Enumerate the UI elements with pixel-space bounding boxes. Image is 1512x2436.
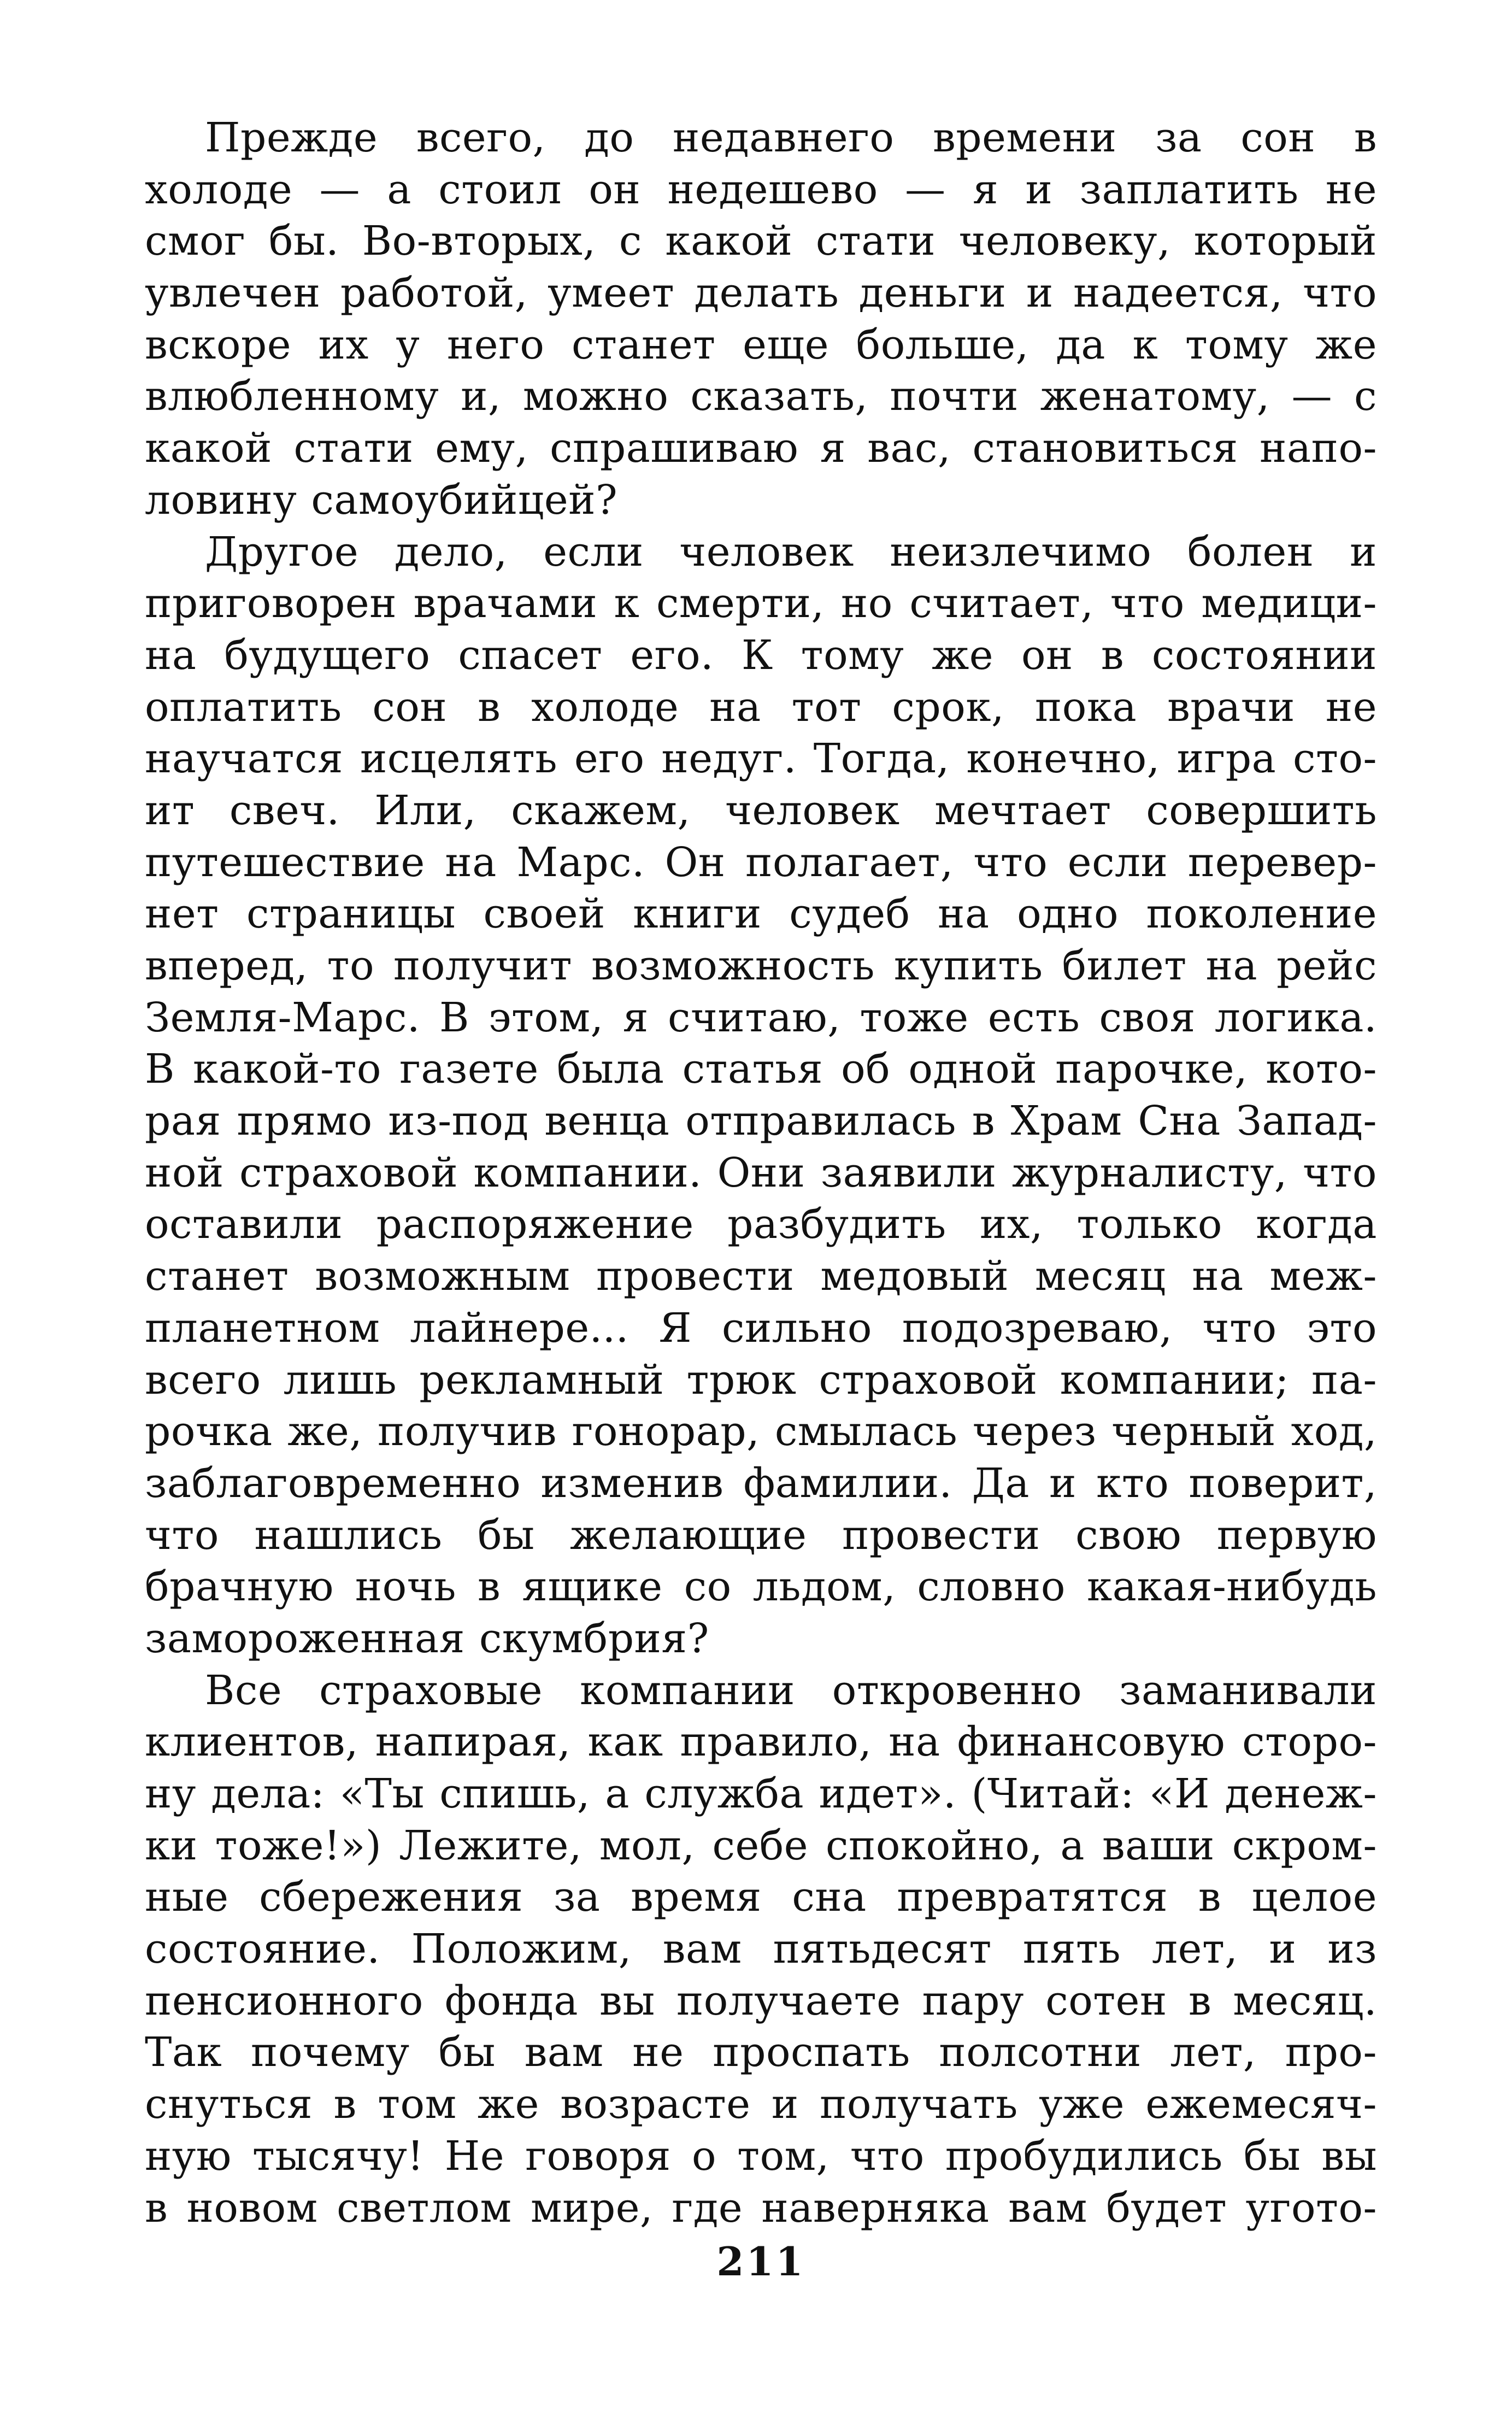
text-line: брачную ночь в ящике со льдом, словно какая-нибудь xyxy=(145,1563,1377,1611)
book-page xyxy=(145,112,1377,2298)
text-line: увлечен работой, умеет делать деньги и надеется, что xyxy=(145,269,1377,317)
text-line: путешествие на Марс. Он полагает, что если перевер- xyxy=(145,838,1377,886)
text-line: Земля-Марс. В этом, я считаю, тоже есть своя логика. xyxy=(145,994,1377,1041)
text-line: оплатить сон в холоде на тот срок, пока врачи не xyxy=(145,683,1377,731)
paragraph xyxy=(145,112,1377,526)
text-line: снуться в том же возрасте и получать уже ежемесяч- xyxy=(145,2081,1377,2128)
text-line: вперед, то получит возможность купить билет на рейс xyxy=(145,942,1377,989)
text-line: ки тоже!») Лежите, мол, себе спокойно, а ваши скром- xyxy=(145,1822,1377,1869)
text-line: на будущего спасет его. К тому же он в состоянии xyxy=(145,631,1377,679)
text-line: рочка же, получив гонорар, смылась через черный ход, xyxy=(145,1408,1377,1455)
text-line: ные сбережения за время сна превратятся в целое xyxy=(145,1874,1377,1921)
text-line: ит свеч. Или, скажем, человек мечтает совершить xyxy=(145,786,1377,834)
text-line: приговорен врачами к смерти, но считает, что медици- xyxy=(145,580,1377,627)
text-line: ную тысячу! Не говоря о том, что пробудились бы вы xyxy=(145,2132,1377,2180)
text-line: всего лишь рекламный трюк страховой компании; па- xyxy=(145,1356,1377,1404)
text-line: влюбленному и, можно сказать, почти женатому, — с xyxy=(145,373,1377,420)
text-line: станет возможным провести медовый месяц на меж- xyxy=(145,1253,1377,1300)
text-line: в новом светлом мире, где наверняка вам будет угото- xyxy=(145,2184,1377,2232)
text-line: Все страховые компании откровенно заманивали xyxy=(205,1666,1377,1714)
text-line: планетном лайнере... Я сильно подозреваю, что это xyxy=(145,1304,1377,1352)
text-line: Так почему бы вам не проспать полсотни лет, про- xyxy=(145,2029,1377,2076)
text-line: что нашлись бы желающие провести свою первую xyxy=(145,1511,1377,1559)
text-line: смог бы. Во-вторых, с какой стати человеку, который xyxy=(145,218,1377,265)
text-line: В какой-то газете была статья об одной парочке, кото- xyxy=(145,1046,1377,1093)
text-line: ной страховой компании. Они заявили журналисту, что xyxy=(145,1149,1377,1196)
page-number: 211 xyxy=(716,2238,805,2285)
text-line: ну дела: «Ты спишь, а служба идет». (Читай: «И денеж- xyxy=(145,1770,1377,1817)
text-line: холоде — а стоил он недешево — я и заплатить не xyxy=(145,166,1377,213)
text-line: заблаговременно изменив фамилии. Да и кто поверит, xyxy=(145,1459,1377,1507)
paragraph xyxy=(145,526,1377,1665)
text-line: какой стати ему, спрашиваю я вас, становиться напо- xyxy=(145,425,1377,472)
text-line: клиентов, напирая, как правило, на финансовую сторо- xyxy=(145,1718,1377,1766)
text-line: рая прямо из-под венца отправилась в Храм Сна Запад- xyxy=(145,1097,1377,1145)
text-line: ловину самоубийцей? xyxy=(145,476,618,524)
text-line: состояние. Положим, вам пятьдесят пять лет, и из xyxy=(145,1926,1377,1973)
text-line: пенсионного фонда вы получаете пару сотен в месяц. xyxy=(145,1977,1377,2024)
text-line: Прежде всего, до недавнего времени за сон в xyxy=(205,114,1377,161)
text-line: нет страницы своей книги судеб на одно поколение xyxy=(145,890,1377,938)
text-line: вскоре их у него станет еще больше, да к тому же xyxy=(145,321,1377,368)
text-line: Другое дело, если человек неизлечимо болен и xyxy=(205,528,1377,576)
body-text xyxy=(145,112,1377,2234)
paragraph xyxy=(145,1665,1377,2234)
text-line: замороженная скумбрия? xyxy=(145,1615,709,1662)
text-line: оставили распоряжение разбудить их, только когда xyxy=(145,1201,1377,1248)
text-line: научатся исцелять его недуг. Тогда, конечно, игра сто- xyxy=(145,735,1377,783)
